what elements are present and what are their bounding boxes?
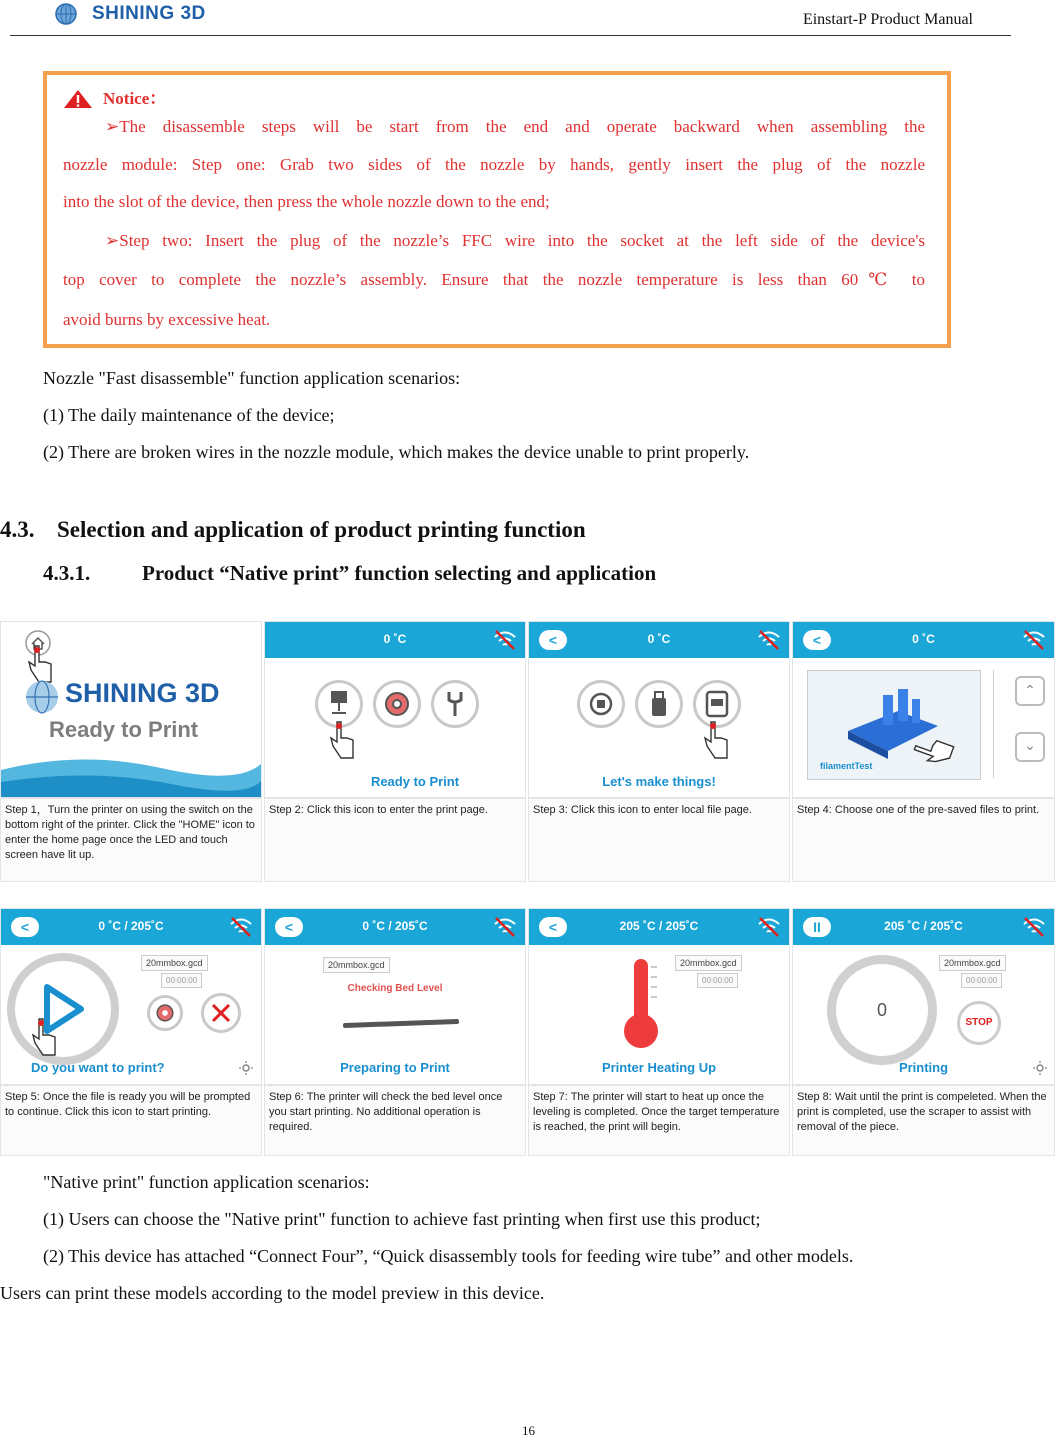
tap-hand-icon bbox=[701, 720, 731, 760]
cancel-button[interactable] bbox=[201, 993, 241, 1033]
native-scenarios-title: "Native print" function application scenarios: bbox=[43, 1172, 370, 1192]
thermometer-icon bbox=[621, 955, 661, 1051]
screen-label: Printer Heating Up bbox=[601, 1060, 717, 1075]
step4-screen bbox=[792, 621, 1055, 798]
back-icon: < bbox=[275, 917, 303, 937]
status-bar bbox=[793, 622, 1054, 658]
usb-icon bbox=[635, 680, 683, 728]
notice-bullet2-line1: ➢Step two: Insert the plug of the nozzle’s FFC wire into the socket at the left side of the device's bbox=[105, 231, 925, 250]
screen-label: Preparing to Print bbox=[340, 1060, 450, 1075]
logo-text: SHINING 3D bbox=[92, 3, 206, 24]
file-tag: 20mmbox.gcd bbox=[939, 955, 1006, 971]
close-icon bbox=[210, 1002, 232, 1024]
screen-label: Let's make things! bbox=[602, 774, 716, 789]
print-time: 00:00:00 bbox=[697, 973, 738, 988]
play-button[interactable] bbox=[7, 953, 119, 1065]
notice-bullet2-line3: avoid burns by excessive heat. bbox=[63, 310, 271, 329]
filament-icon bbox=[147, 995, 183, 1031]
fast-scenario-item: (2) There are broken wires in the nozzle module, which makes the device unable to print properly. bbox=[43, 442, 750, 462]
wifi-off-icon bbox=[229, 915, 253, 939]
subsection-title: Product “Native print” function selecting and application bbox=[142, 561, 657, 585]
step1-screen bbox=[0, 621, 262, 798]
status-bar bbox=[793, 909, 1054, 945]
steps-figure bbox=[0, 621, 1057, 1156]
globe-logo-icon bbox=[23, 678, 61, 716]
step8-screen bbox=[792, 908, 1055, 1085]
file-name: filamentTest bbox=[820, 761, 873, 771]
file-tag: 20mmbox.gcd bbox=[323, 957, 390, 973]
step5-caption: Step 5: Once the file is ready you will be prompted to continue. Click this icon to start printing. bbox=[0, 1085, 262, 1156]
step1-caption: Step 1，Turn the printer on using the switch on the bottom right of the printer. Click the "HOME" icon to enter the home page once the LED and touch screen have lit up. bbox=[0, 798, 262, 882]
back-icon: < bbox=[539, 917, 567, 937]
model-preview[interactable] bbox=[807, 670, 981, 780]
back-icon: < bbox=[539, 630, 567, 650]
temperature-readout: 0 ˚C bbox=[647, 632, 671, 646]
wifi-off-icon bbox=[493, 915, 517, 939]
wifi-off-icon bbox=[493, 628, 517, 652]
temperature-readout: 0 ˚C bbox=[383, 632, 407, 646]
step4-caption: Step 4: Choose one of the pre-saved files to print. bbox=[792, 798, 1055, 882]
status-bar bbox=[529, 909, 789, 945]
arrow-bullet-icon: ➢ bbox=[105, 117, 120, 136]
back-icon: < bbox=[11, 917, 39, 937]
tap-hand-icon bbox=[909, 730, 957, 772]
temperature-readout: 0 ˚C / 205˚C bbox=[98, 919, 164, 933]
globe-icon bbox=[52, 2, 86, 26]
step3-screen bbox=[528, 621, 790, 798]
screen-label: Printing bbox=[898, 1060, 949, 1075]
header-divider bbox=[10, 35, 1011, 36]
print-time: 00:00:00 bbox=[961, 973, 1002, 988]
fast-scenarios-title: Nozzle "Fast disassemble" function application scenarios: bbox=[43, 368, 461, 388]
warning-icon bbox=[63, 89, 93, 109]
step6-caption: Step 6: The printer will check the bed level once you start printing. No additional operation is required. bbox=[264, 1085, 526, 1156]
step5-screen bbox=[0, 908, 262, 1085]
stop-button[interactable]: STOP bbox=[957, 1001, 1001, 1045]
file-tag: 20mmbox.gcd bbox=[675, 955, 742, 971]
temperature-readout: 205 ˚C / 205˚C bbox=[619, 919, 699, 933]
checking-text: Checking Bed Level bbox=[347, 983, 443, 994]
step7-screen bbox=[528, 908, 790, 1085]
brightness-icon bbox=[239, 1061, 253, 1075]
status-bar bbox=[265, 622, 525, 658]
native-scenario-item-cont: Users can print these models according to the model preview in this device. bbox=[0, 1283, 545, 1303]
notice-bullet2-line2: top cover to complete the nozzle’s assembly. Ensure that the nozzle temperature is less than 60℃ to bbox=[63, 270, 925, 289]
step6-screen bbox=[264, 908, 526, 1085]
progress-ring: 0 bbox=[827, 955, 937, 1065]
brightness-icon bbox=[1033, 1061, 1047, 1075]
notice-box bbox=[43, 71, 951, 348]
pause-icon[interactable]: II bbox=[803, 917, 831, 937]
native-scenario-item: (2) This device has attached “Connect Four”, “Quick disassembly tools for feeding wire tube” and other models. bbox=[43, 1246, 854, 1266]
history-icon bbox=[577, 680, 625, 728]
native-scenario-item: (1) Users can choose the "Native print" function to achieve fast printing when first use this product; bbox=[43, 1209, 761, 1229]
step2-screen bbox=[264, 621, 526, 798]
wave-decoration bbox=[1, 750, 262, 798]
arrow-bullet-icon: ➢ bbox=[105, 231, 120, 250]
notice-bullet1-line3: into the slot of the device, then press the whole nozzle down to the end; bbox=[63, 192, 550, 211]
notice-bullet1-line1: ➢The disassemble steps will be start from the end and operate backward when assembling the bbox=[105, 117, 925, 136]
step2-caption: Step 2: Click this icon to enter the print page. bbox=[264, 798, 526, 882]
section-number: 4.3. bbox=[0, 517, 35, 542]
subsection-number: 4.3.1. bbox=[43, 561, 91, 585]
step8-caption: Step 8: Wait until the print is compeleted. When the print is completed, use the scraper to assist with removal of the piece. bbox=[792, 1085, 1055, 1156]
tap-hand-icon bbox=[327, 720, 357, 760]
status-bar bbox=[1, 909, 261, 945]
status-bar bbox=[529, 622, 789, 658]
wifi-off-icon bbox=[757, 628, 781, 652]
tools-icon bbox=[431, 680, 479, 728]
temperature-readout: 205 ˚C / 205˚C bbox=[884, 919, 963, 933]
tap-hand-icon bbox=[29, 1017, 59, 1057]
temperature-readout: 0 ˚C bbox=[912, 632, 935, 646]
ready-status: Ready to Print bbox=[49, 717, 199, 742]
filament-icon bbox=[373, 680, 421, 728]
print-bed-graphic bbox=[343, 1019, 459, 1028]
fast-scenario-item: (1) The daily maintenance of the device; bbox=[43, 405, 335, 425]
notice-heading: Notice： bbox=[103, 89, 167, 108]
screen-label: Do you want to print? bbox=[31, 1060, 165, 1075]
scroll-up-button[interactable]: ⌃ bbox=[1015, 676, 1045, 706]
temperature-readout: 0 ˚C / 205˚C bbox=[362, 919, 428, 933]
scroll-down-button[interactable]: ⌄ bbox=[1015, 732, 1045, 762]
scroll-track bbox=[993, 670, 994, 778]
step3-caption: Step 3: Click this icon to enter local file page. bbox=[528, 798, 790, 882]
print-time: 00:00:00 bbox=[161, 973, 202, 988]
wifi-off-icon bbox=[1022, 915, 1046, 939]
page-number: 16 bbox=[522, 1423, 535, 1438]
brand-logo bbox=[52, 0, 206, 28]
screen-label: Ready to Print bbox=[370, 774, 460, 789]
back-icon: < bbox=[803, 630, 831, 650]
file-tag: 20mmbox.gcd bbox=[141, 955, 208, 971]
step7-caption: Step 7: The printer will start to heat up once the leveling is completed. Once the target temperature is reached, the print will begin. bbox=[528, 1085, 790, 1156]
wifi-off-icon bbox=[1022, 628, 1046, 652]
brand-name: SHINING 3D bbox=[65, 678, 220, 708]
notice-bullet1-line2: nozzle module: Step one: Grab two sides of the nozzle by hands, gently insert the plug of the nozzle bbox=[63, 155, 925, 174]
section-title: Selection and application of product printing function bbox=[57, 517, 586, 542]
status-bar bbox=[265, 909, 525, 945]
wifi-off-icon bbox=[757, 915, 781, 939]
document-title: Einstart-P Product Manual bbox=[802, 11, 973, 28]
